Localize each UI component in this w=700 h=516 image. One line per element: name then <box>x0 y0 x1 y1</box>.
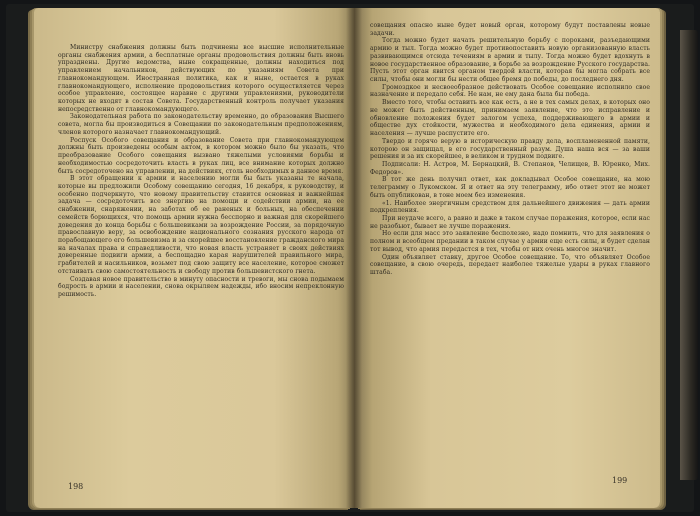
right-paragraph: В тот же день получил ответ, как докладывал Особое совещание, на мою телеграмму о Лукомском. Я и ответ на эту телеграмму, ибо ответ этот не может быть опубликован, в тоне моем без изменения. <box>370 176 650 199</box>
right-paragraph: Вместо того, чтобы оставить все как есть, а не в тех самых делах, в которых оно не может быть действенным, принимаем заявление, что это исправление и обновление положения будет залогом успеха, поддерживающего в армии и обществе дух стойкости, мужества и необходимого дела единения, армии и населения — лучше распустите его. <box>370 99 650 138</box>
right-paragraph: Твердо и горячо верую в историческую правду дела, воспламененной памяти, которою он защищал, в его государственный разум. Душа наша вся — за ваши решения и за их скорейшее, в великом и трудном подвиге. <box>370 137 650 161</box>
right-paragraph: Подписали: Н. Астров, М. Бернацкий, В. Степанов, Челищев, В. Юренко, Мих. Федоров». <box>370 160 650 176</box>
right-paragraph: совещания опасно ныне будет новый орган, которому будут поставлены новые задачи. <box>370 22 650 37</box>
right-paragraph: Но если для масс это заявление бесполезно, надо помнить, что для заявления о полном и всеобщем предании в таком случае у армии еще есть силы, и будет сделан тот вывод, что армия передастся в тех, чтобы от них очень многое значит. <box>370 230 651 253</box>
book-cover-edge <box>680 30 698 480</box>
left-page-number: 198 <box>68 482 84 491</box>
left-paragraph: Министру снабжения должны быть подчинены все высшие исполнительные органы снабжения армии, а бесплатные органы продовольствия должны быть вновь упразднены. Другие ведомства, ныне сокращенные, должны находиться под управлением начальников, действующих по указаниям Совета при главнокомандующем. Иностранная политика, как и ныне, остается в руках главнокомандующего, исполнение продовольствия которого осуществляется через особое управление, состоящее наравне с другими управлениями, руководители которых не входят в состав Совета. Государственный контроль получает указания непосредственно от главнокомандующего. <box>58 44 344 113</box>
left-paragraph: В этот обращении к армии и населению могли бы быть указаны те начала, которые вы предложили Особому совещанию сегодня, 16 декабря, к руководству, и особенно подчеркнуто, что новому правительству ставится основная и важнейшая задача — сосредоточить все энергию на помощи и содействии армии, на ее снабжении, снаряжении, на заботах об ее раненых и больных, на обеспечении семейств борющихся, что помощь армии нужна бесспорно и важная для скорейшего доведения до конца борьбы с большевиками за возрождение России, за порядочную православную веру, за освобождение национального сознания русского народа от порабощающего его большевизма и за скорейшее восстановление гражданского мира на началах права и справедливости, что новая власть устраняет в своих действиях доверенные подвиги армии, а беспощадно карая нарушителей правильного мира, грабителей и насильников, возьмет под свою защиту все население, которое сможет отстаивать свою самостоятельность и свободу против большевистского гнета. <box>58 175 344 275</box>
right-paragraph: «1. Наиболее энергичным средством для дальнейшего движения — дать армии подкрепления. <box>370 199 650 215</box>
left-page <box>34 8 354 508</box>
left-paragraph: Роспуск Особого совещания и образование Совета при главнокомандующем должны быть произведены особым актом, в котором можно было бы указать, что преобразование Особого совещания вызвано тяжелыми условиями борьбы и необходимостью сосредоточить власть в руках лиц, все внимание которых должно быть сосредоточено на управлении, на действиях, столь необходимых в данное время. <box>58 136 344 175</box>
right-page-text <box>370 22 650 277</box>
book-gutter <box>346 8 362 508</box>
right-paragraph: Один объявляет ставку, другое Особое совещание. То, что объявляет Особое совещание, в свою очередь, передает наиболее тяжелые удары в руках главного штаба. <box>370 253 650 276</box>
left-page-text <box>58 44 344 299</box>
right-paragraph: Тогда можно будет начать решительную борьбу с пороками, разъедающими армию и тыл. Тогда можно будет противопоставить новую организованную власть развивающимся отсюда течениям в армии и тылу. Тогда можно будет вдохнуть в новое государственное образование, в борьбе за возрождение Русского государства. Пусть этот орган явится органом твердой власти, которая бы могла собрать все силы, чтобы они могли бы нести общее бремя до победы, до последнего дня. <box>370 37 650 84</box>
right-paragraph: Громоздкое и несвоеобразное действовать Особое совещание исполнило свое назначение и передало себя. Не нам, не ему дана была бы победа. <box>370 83 650 99</box>
right-page <box>354 8 660 508</box>
right-page-number: 199 <box>612 476 628 485</box>
left-paragraph: Законодательная работа по законодательству временно, до образования Высшего совета, могла бы производиться в Совещании по законодательным предположениям, членов которого назначает главнокомандующий. <box>58 113 344 136</box>
right-paragraph: При неудаче всего, а равно и даже в таком случае поражения, которое, если нас не разобьют, бывает не лучше поражения. <box>370 214 650 230</box>
left-paragraph: Создавая новое правительство в минуту опасности и тревоги, мы снова подымаем бодрость в армии и населении, снова окрыляем надежды, ибо вносим непреклонную решимость. <box>58 275 344 298</box>
